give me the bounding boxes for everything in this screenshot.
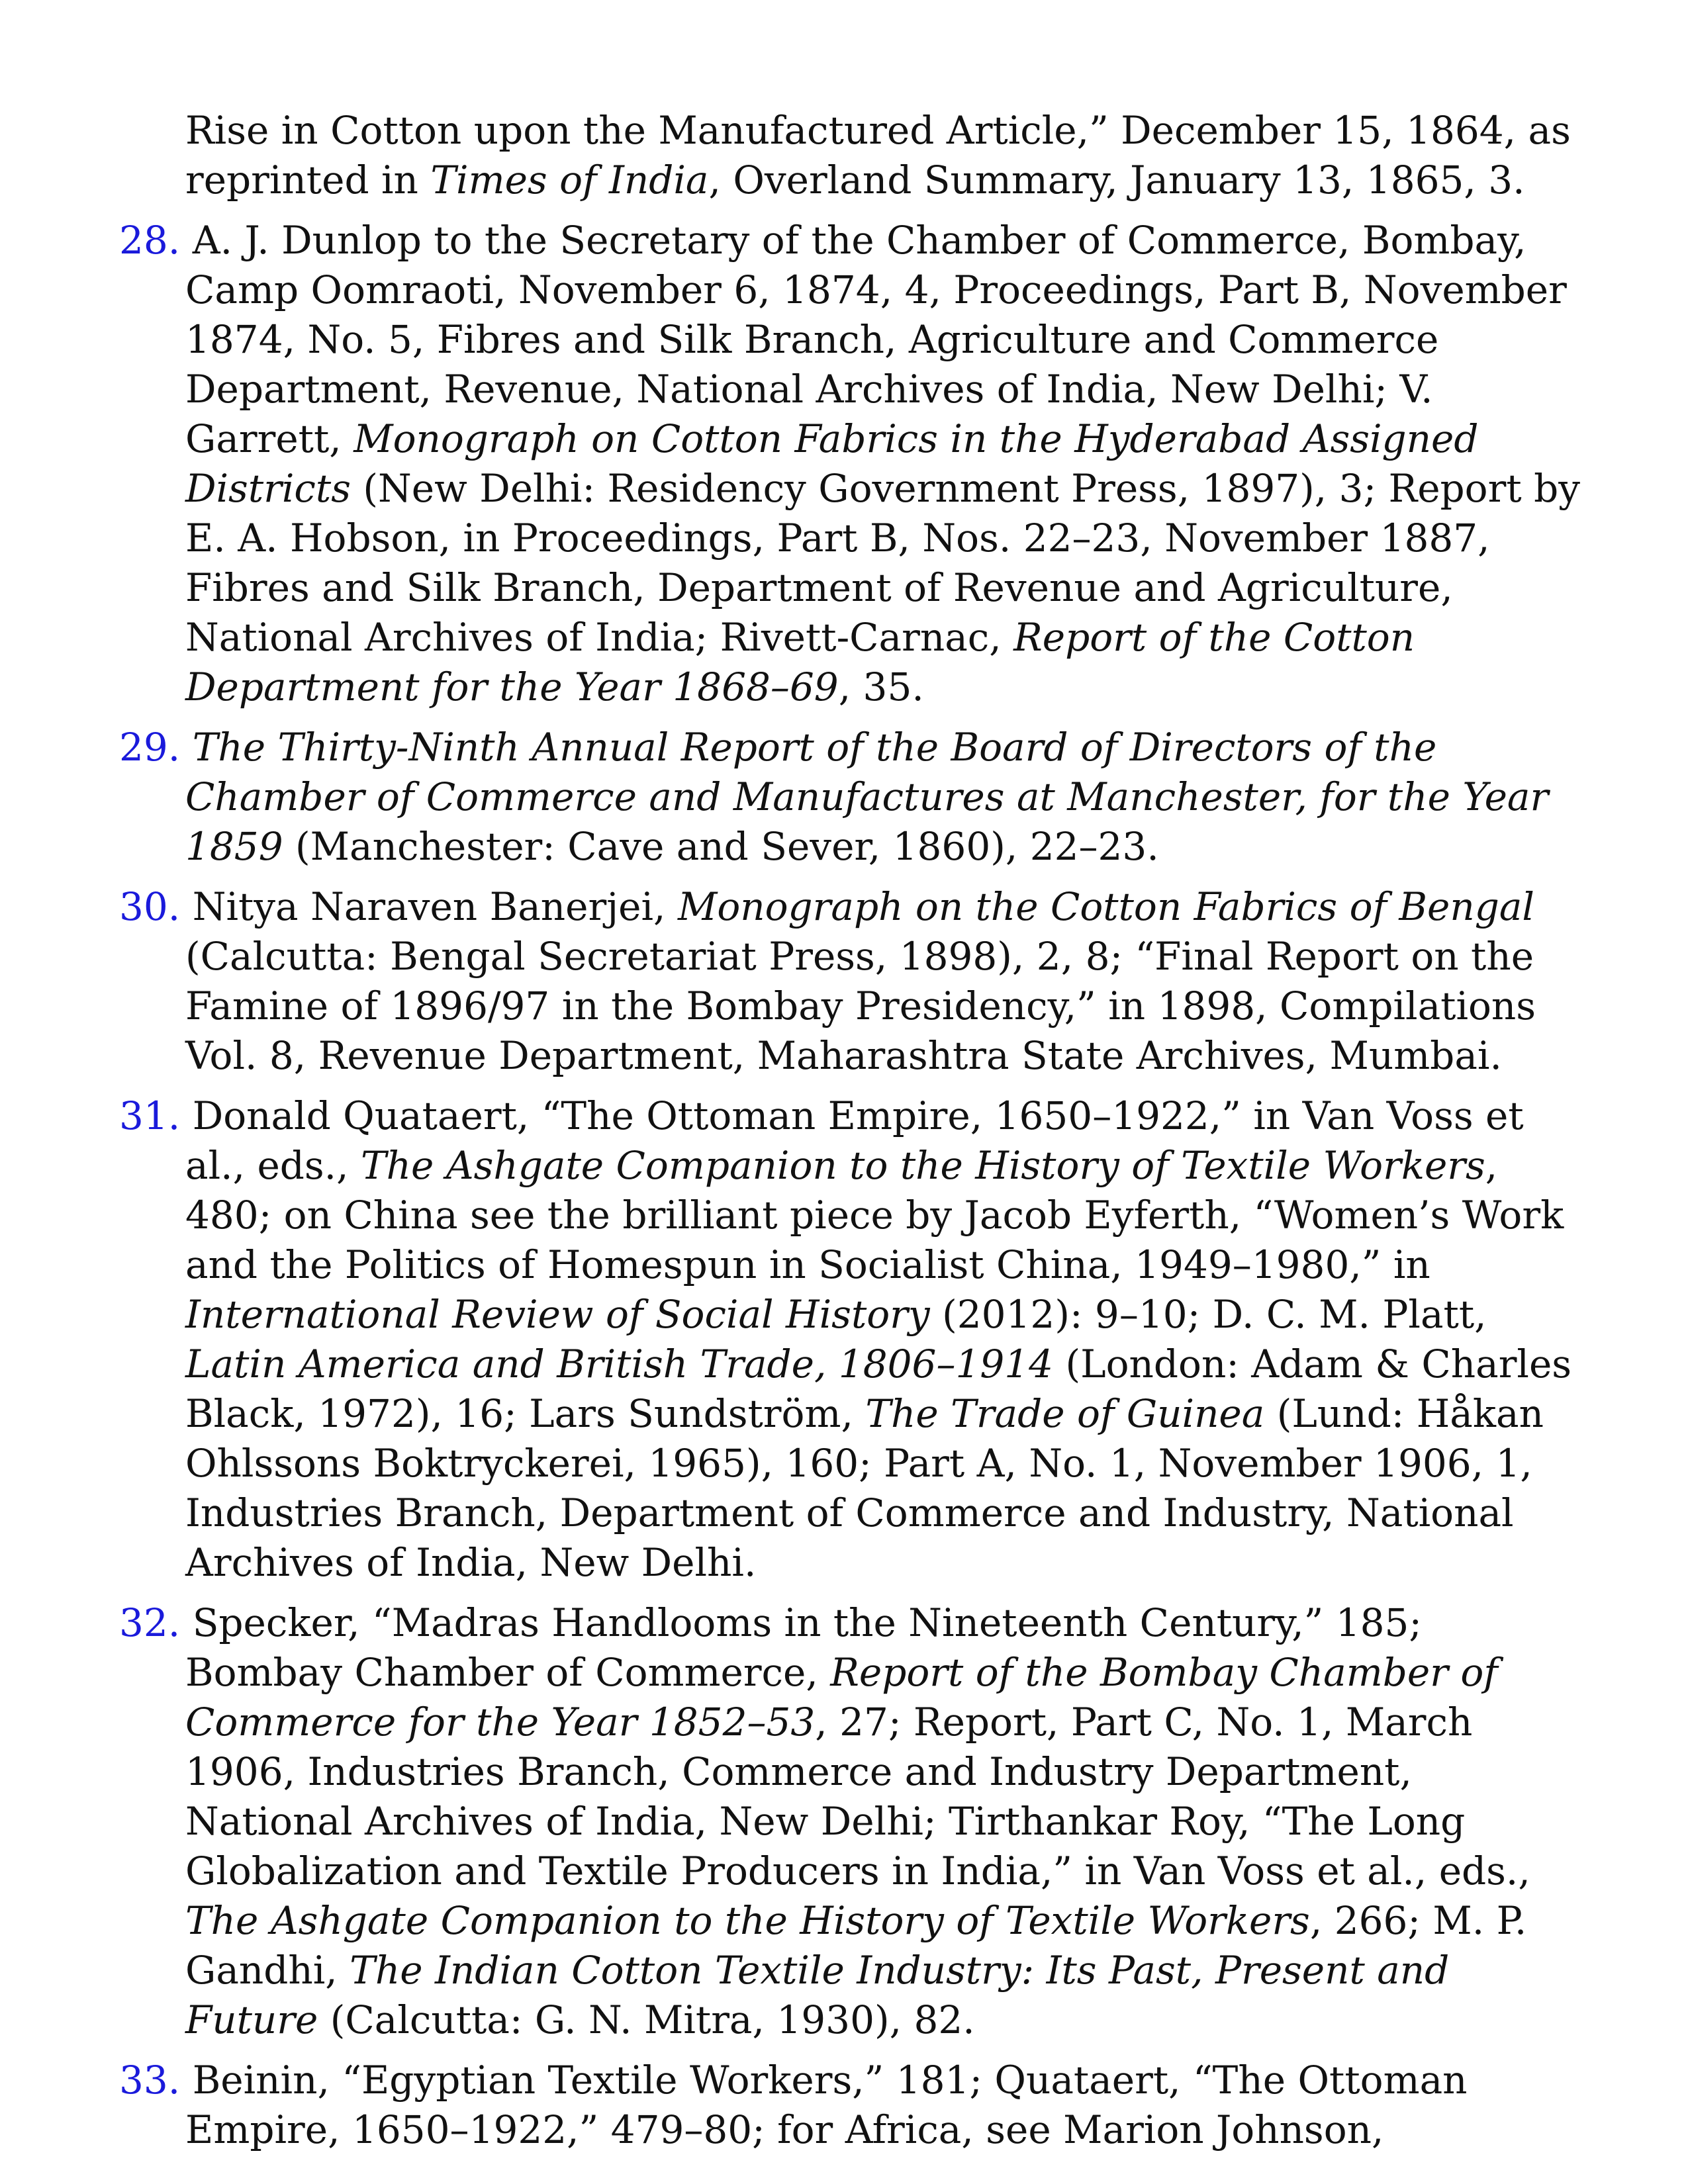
endnote-text: Nitya Naraven Banerjei, — [192, 884, 678, 929]
endnote-title-italic: The Ashgate Companion to the History of Textile Workers — [360, 1143, 1485, 1188]
endnote-text: , 35. — [838, 664, 924, 709]
endnote-title-italic: International Review of Social History — [185, 1292, 930, 1337]
endnote-number-link[interactable]: 31. — [119, 1093, 181, 1138]
endnote-text: (London: Adam & Charles Black, 1972), 16; Lars Sundström, — [185, 1342, 1572, 1436]
endnote-title-italic: Latin America and British Trade, 1806–1914 — [185, 1342, 1054, 1387]
endnote-29 — [119, 723, 1589, 872]
endnote-title-italic: The Thirty-Ninth Annual Report of the Board of Directors of the Chamber of Commerce and Manufactures at Manchester, for the Year 1859 — [185, 725, 1549, 869]
endnote-number-link[interactable]: 32. — [119, 1600, 181, 1645]
endnote-text: (Manchester: Cave and Sever, 1860), 22–23. — [283, 824, 1159, 869]
endnote-title-italic: The Trade of Guinea — [865, 1391, 1265, 1436]
endnote-title-italic: Times of India — [430, 158, 709, 203]
endnote-text: Rise in Cotton upon the Manufactured Article,” December 15, 1864, as reprinted in — [185, 108, 1571, 203]
endnote-title-italic: The Ashgate Companion to the History of Textile Workers — [185, 1898, 1310, 1943]
endnote-title-italic: The Indian Cotton Textile Industry: Its Past, Present and Future — [185, 1948, 1450, 2042]
endnote-text: A. J. Dunlop to the Secretary of the Chamber of Commerce, Bombay, Camp Oomraoti, November 6, 1874, 4, Proceedings, Part B, November 1874, No. 5, Fibres and Silk Branch, Agriculture and Commerce Department, Revenue, National Archives of India, New Delhi; V. Garrett, — [185, 218, 1567, 461]
endnote-text: (Lund: Håkan Ohlssons Boktryckerei, 1965), 160; Part A, No. 1, November 1906, 1, Industries Branch, Department of Commerce and Industry, National Archives of India, New Delhi. — [185, 1391, 1544, 1585]
endnote-text: (2012): 9–10; D. C. M. Platt, — [929, 1292, 1487, 1337]
endnote-title-italic: Monograph on Cotton Fabrics in the Hyderabad Assigned Districts — [185, 416, 1479, 511]
endnote-continued — [119, 106, 1589, 205]
endnote-title-italic: Monograph on the Cotton Fabrics of Bengal — [677, 884, 1534, 929]
endnote-text: , 27; Report, Part C, No. 1, March 1906, Industries Branch, Commerce and Industry Department, National Archives of India, New Delhi; Tirthankar Roy, “The Long Globalization and Textile Producers in India,” in Van Voss et al., eds., — [185, 1700, 1530, 1893]
endnote-33 — [119, 2056, 1589, 2155]
endnote-text: Donald Quataert, “The Ottoman Empire, 1650–1922,” in Van Voss et al., eds., — [185, 1093, 1524, 1188]
endnote-text: (New Delhi: Residency Government Press, 1897), 3; Report by E. A. Hobson, in Proceedings, Part B, Nos. 22–23, November 1887, Fibres and Silk Branch, Department of Revenue and Agriculture, National Archives of India; Rivett-Carnac, — [185, 466, 1580, 660]
endnote-31 — [119, 1091, 1589, 1588]
endnote-number-link[interactable]: 30. — [119, 884, 181, 929]
endnote-text: Beinin, “Egyptian Textile Workers,” 181; Quataert, “The Ottoman Empire, 1650–1922,” 479–80; for Africa, see Marion Johnson, — [185, 2058, 1468, 2152]
endnote-title-italic: Report of the Bombay Chamber of Commerce for the Year 1852–53 — [185, 1650, 1498, 1745]
endnote-text: , Overland Summary, January 13, 1865, 3. — [708, 158, 1525, 203]
endnote-text: , 480; on China see the brilliant piece by Jacob Eyferth, “Women’s Work and the Politics of Homespun in Socialist China, 1949–1980,” in — [185, 1143, 1564, 1287]
endnote-text: , 266; M. P. Gandhi, — [185, 1898, 1527, 1993]
endnotes-page — [119, 106, 1589, 2165]
endnote-28 — [119, 216, 1589, 712]
endnote-text: (Calcutta: Bengal Secretariat Press, 1898), 2, 8; “Final Report on the Famine of 1896/97 in the Bombay Presidency,” in 1898, Compilations Vol. 8, Revenue Department, Maharashtra State Archives, Mumbai. — [185, 934, 1536, 1078]
endnote-30 — [119, 882, 1589, 1081]
endnote-32 — [119, 1598, 1589, 2045]
endnote-text: Specker, “Madras Handlooms in the Nineteenth Century,” 185; Bombay Chamber of Commerce, — [185, 1600, 1422, 1695]
endnote-number-link[interactable]: 28. — [119, 218, 181, 263]
endnote-number-link[interactable]: 29. — [119, 725, 181, 770]
endnote-text: (Calcutta: G. N. Mitra, 1930), 82. — [318, 1997, 975, 2042]
endnote-number-link[interactable]: 33. — [119, 2058, 181, 2103]
endnote-title-italic: Report of the Cotton Department for the Year 1868–69 — [185, 615, 1415, 709]
